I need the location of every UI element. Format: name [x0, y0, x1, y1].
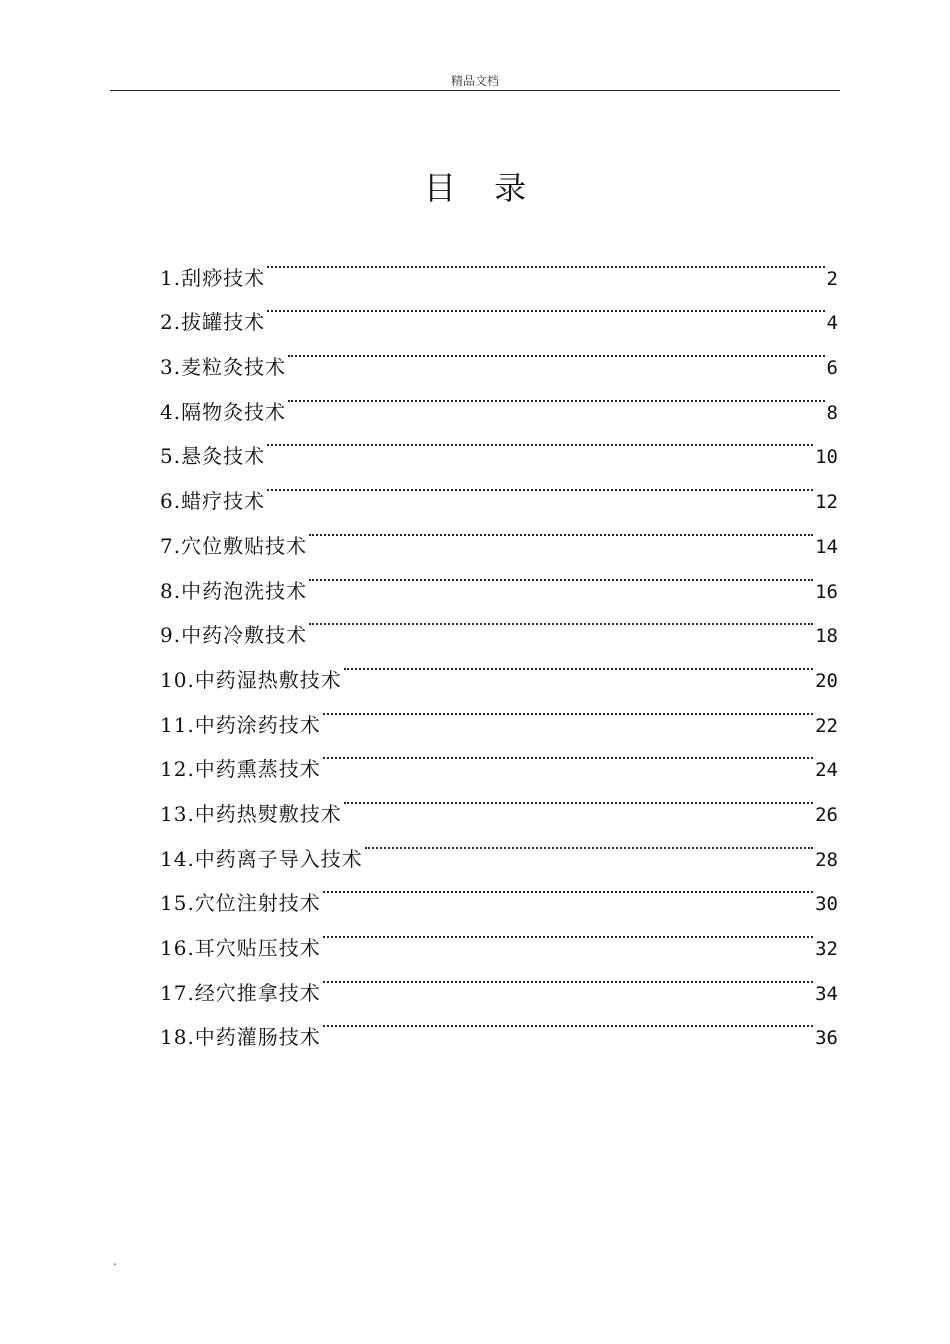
- toc-page-number: 6: [826, 357, 838, 380]
- toc-page-number: 10: [815, 446, 838, 469]
- toc-leader-dots: [323, 1000, 813, 1045]
- footer-mark: .: [113, 1254, 117, 1268]
- toc-leader-dots: [323, 955, 813, 1000]
- toc-entry-label: 11.中药涂药技术: [160, 712, 321, 737]
- toc-entry-label: 16.耳穴贴压技术: [160, 936, 321, 960]
- toc-entry-label: 7.穴位敷贴技术: [160, 533, 308, 558]
- toc-page-number: 22: [815, 714, 838, 737]
- toc-leader-dots: [267, 285, 824, 330]
- toc-entry-label: 18.中药灌肠技术: [160, 1025, 321, 1050]
- toc-entry-label: 5.悬灸技术: [160, 444, 266, 469]
- toc-page-number: 16: [815, 580, 838, 603]
- toc-page-number: 36: [815, 1027, 838, 1050]
- toc-page-number: 18: [815, 625, 838, 648]
- toc-leader-dots: [323, 866, 813, 911]
- header-text: 精品文档: [450, 74, 499, 88]
- toc-entry-label: 9.中药冷敷技术: [160, 623, 308, 648]
- toc-entry-label: 4.隔物灸技术: [160, 399, 287, 424]
- toc-leader-dots: [267, 419, 813, 464]
- toc-title: 目 录: [423, 169, 541, 207]
- toc-page-number: 4: [826, 312, 838, 335]
- toc-leader-dots: [344, 776, 813, 821]
- toc-page-number: 34: [815, 982, 838, 1005]
- table-of-contents: [160, 240, 838, 1050]
- toc-entry-label: 15.穴位注射技术: [160, 891, 321, 916]
- toc-leader-dots: [288, 374, 824, 419]
- toc-leader-dots: [323, 687, 813, 732]
- toc-leader-dots: [309, 598, 813, 643]
- toc-page-number: 14: [815, 535, 838, 558]
- toc-entry[interactable]: [160, 240, 838, 290]
- toc-page-number: 28: [815, 848, 838, 871]
- toc-entry-label: 17.经穴推拿技术: [160, 980, 321, 1005]
- toc-entry-label: 2.拔罐技术: [160, 310, 266, 335]
- toc-page-number: 20: [815, 669, 838, 692]
- toc-leader-dots: [267, 240, 824, 285]
- toc-leader-dots: [323, 910, 813, 955]
- toc-page-number: 2: [826, 267, 838, 290]
- toc-leader-dots: [288, 329, 824, 374]
- toc-entry-label: 12.中药熏蒸技术: [160, 757, 321, 782]
- toc-page-number: 32: [815, 938, 838, 960]
- page-header: [110, 70, 840, 91]
- toc-page-number: 12: [815, 491, 838, 514]
- toc-leader-dots: [267, 463, 813, 508]
- toc-page-number: 24: [815, 759, 838, 782]
- toc-entry-label: 14.中药离子导入技术: [160, 846, 363, 871]
- toc-entry-label: 8.中药泡洗技术: [160, 578, 308, 603]
- toc-entry-label: 10.中药湿热敷技术: [160, 667, 342, 692]
- toc-entry-label: 3.麦粒灸技术: [160, 355, 287, 380]
- toc-leader-dots: [344, 642, 813, 687]
- toc-leader-dots: [309, 553, 813, 598]
- toc-entry-label: 6.蜡疗技术: [160, 489, 266, 514]
- toc-leader-dots: [323, 732, 813, 777]
- toc-page-number: 26: [815, 803, 838, 826]
- toc-leader-dots: [309, 508, 813, 553]
- toc-entry-label: 1.刮痧技术: [160, 265, 266, 290]
- toc-entry-label: 13.中药热熨敷技术: [160, 801, 342, 826]
- toc-leader-dots: [365, 821, 813, 866]
- toc-page-number: 30: [815, 893, 838, 916]
- toc-page-number: 8: [826, 401, 838, 424]
